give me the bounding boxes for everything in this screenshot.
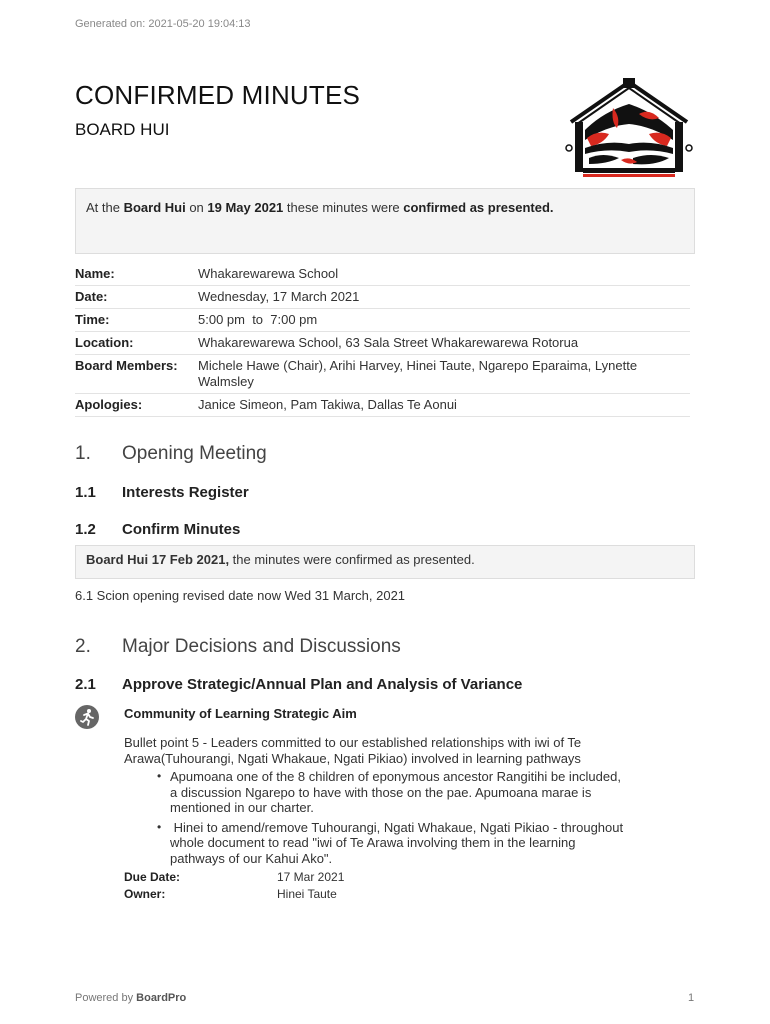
meta-key: Board Members: (75, 358, 178, 373)
meta-row-location (75, 332, 690, 355)
due-date-value: 17 Mar 2021 (277, 870, 345, 884)
page-title: CONFIRMED MINUTES (75, 80, 361, 110)
item-title: Interests Register (122, 484, 249, 501)
confirmation-prefix: At the (86, 200, 124, 215)
meta-key: Apologies: (75, 397, 143, 412)
section-number: 2. (75, 636, 91, 657)
minutes-confirmed-box (75, 545, 695, 579)
meta-key: Location: (75, 335, 134, 350)
owner-label: Owner: (124, 887, 166, 901)
meeting-details (75, 263, 690, 417)
minutes-box-text: the minutes were confirmed as presented. (229, 552, 475, 567)
page-subtitle: BOARD HUI (75, 120, 170, 139)
item-heading-1-1 (75, 484, 249, 501)
section-title: Major Decisions and Discussions (122, 636, 401, 657)
generated-timestamp: Generated on: 2021-05-20 19:04:13 (75, 18, 251, 30)
item-heading-1-2 (75, 521, 240, 538)
item-number: 2.1 (75, 676, 96, 693)
confirmation-status: confirmed as presented. (403, 200, 554, 215)
meta-value: Whakarewarewa School (198, 266, 339, 281)
due-date-label: Due Date: (124, 870, 181, 884)
section-heading-1 (75, 443, 267, 465)
meta-key: Time: (75, 312, 110, 327)
page-number: 1 (688, 992, 695, 1004)
action-bullets (155, 769, 625, 870)
meta-value: Whakarewarewa School, 63 Sala Street Whakarewarewa Rotorua (198, 335, 579, 350)
confirmation-box (75, 188, 695, 254)
section-heading-2 (75, 636, 401, 658)
item-title: Approve Strategic/Annual Plan and Analysis of Variance (122, 676, 523, 693)
confirmation-on: on (185, 200, 208, 215)
section-title: Opening Meeting (122, 443, 267, 464)
list-item: • Apumoana one of the 8 children of eponymous ancestor Rangitihi be included, a discussion Ngarepo to have with those on the pae. Apumoana marae is mentioned in our charter. (155, 769, 625, 816)
running-person-icon (75, 705, 99, 729)
minutes-box-bold: Board Hui 17 Feb 2021, (86, 552, 230, 567)
action-intro: Bullet point 5 - Leaders committed to our established relationships with iwi of Te Arawa(Tuhourangi, Ngati Whakaue, Ngati Pikiao) involved in learning pathways (124, 735, 582, 766)
confirmation-middle: these minutes were (283, 200, 404, 215)
meta-row-board-members (75, 355, 690, 394)
footer-brand: BoardPro (136, 992, 187, 1004)
meta-row-apologies (75, 394, 690, 417)
item-heading-2-1 (75, 676, 522, 693)
footer-prefix: Powered by (75, 992, 137, 1004)
minutes-note: 6.1 Scion opening revised date now Wed 31 March, 2021 (75, 588, 406, 603)
meta-value: Janice Simeon, Pam Takiwa, Dallas Te Aonui (198, 397, 457, 412)
meta-row-date (75, 286, 690, 309)
owner-value: Hinei Taute (277, 887, 337, 901)
section-number: 1. (75, 443, 91, 464)
meta-value: Wednesday, 17 March 2021 (198, 289, 360, 304)
meta-key: Name: (75, 266, 115, 281)
footer-powered-by (75, 992, 186, 1004)
meta-key: Date: (75, 289, 108, 304)
action-heading: Community of Learning Strategic Aim (124, 706, 357, 721)
list-item: • Hinei to amend/remove Tuhourangi, Ngati Whakaue, Ngati Pikiao - throughout whole document to read "iwi of Te Arawa involving them in the learning pathways of our Kahui Ako". (155, 820, 625, 867)
confirmation-date: 19 May 2021 (207, 200, 284, 215)
item-title: Confirm Minutes (122, 521, 241, 538)
meta-row-name (75, 263, 690, 286)
meta-value: 5:00 pm to 7:00 pm (198, 312, 318, 327)
confirmation-meeting: Board Hui (123, 200, 186, 215)
meta-value: Michele Hawe (Chair), Arihi Harvey, Hinei Taute, Ngarepo Eparaima, Lynette Walmsley (198, 358, 638, 389)
school-logo (563, 78, 695, 184)
item-number: 1.1 (75, 484, 96, 501)
item-number: 1.2 (75, 521, 96, 538)
meta-row-time (75, 309, 690, 332)
